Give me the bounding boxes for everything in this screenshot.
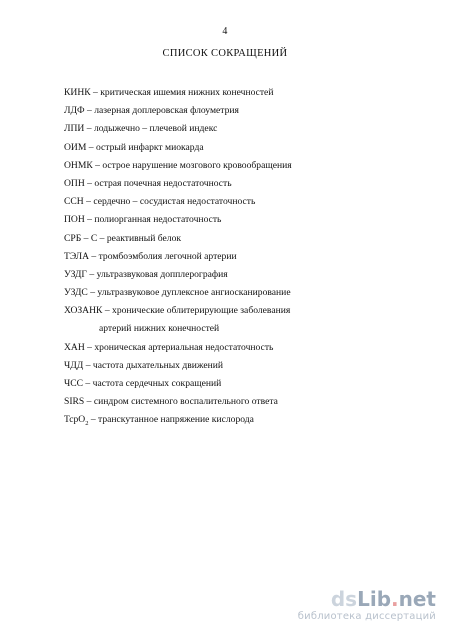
dslib-logo [298,589,436,609]
list-item: СРБ – С – реактивный белок [64,232,182,244]
list-item-continuation: артерий нижних конечностей [99,323,220,335]
page-title: СПИСОК СОКРАЩЕНИЙ [162,48,288,59]
logo-ds: ds [330,587,358,611]
page-number: 4 [222,26,228,37]
list-item: ЧСС – частота сердечных сокращений [64,378,222,389]
list-item: ЛПИ – лодыжечно – плечевой индекс [64,123,218,135]
list-item: ЧДД – частота дыхательных движений [64,359,224,371]
list-item: УЗДГ – ультразвуковая допплерография [64,268,228,280]
list-item: УЗДС – ультразвуковое дуплексное ангиосканирование [64,287,291,299]
list-item: ПОН – полиорганная недостаточность [64,214,222,226]
list-item: ХАН – хроническая артериальная недостаточность [64,341,274,353]
logo-net: net [398,587,436,611]
logo-dot: . [391,587,399,611]
list-item-tcpo2 [64,411,384,429]
list-item: ТЭЛА – тромбоэмболия легочной артерии [64,250,237,262]
abbrev-term [64,414,89,428]
list-item: ОПН – острая почечная недостаточность [64,177,232,189]
term-subscript: 2 [85,420,89,428]
list-item: КИНК – критическая ишемия нижних конечностей [64,87,274,98]
abbreviation-list [64,84,384,430]
list-item: ОИМ – острый инфаркт миокарда [64,141,204,153]
list-item: SIRS – синдром системного воспалительного ответа [64,396,278,408]
term-prefix: TcpO [64,414,86,426]
logo-lib: Lib [357,587,392,611]
list-item: ЛДФ – лазерная доплеровская флоуметрия [64,105,239,117]
list-item: ОНМК – острое нарушение мозгового кровообращения [64,159,292,171]
watermark-caption: библиотека диссертаций [297,611,436,622]
list-item: ХОЗАНК – хронические облитерирующие заболевания [64,305,291,317]
list-item: ССН – сердечно – сосудистая недостаточность [64,196,256,208]
abbrev-definition: – транскутанное напряжение кислорода [88,414,254,426]
dslib-watermark [298,589,436,622]
